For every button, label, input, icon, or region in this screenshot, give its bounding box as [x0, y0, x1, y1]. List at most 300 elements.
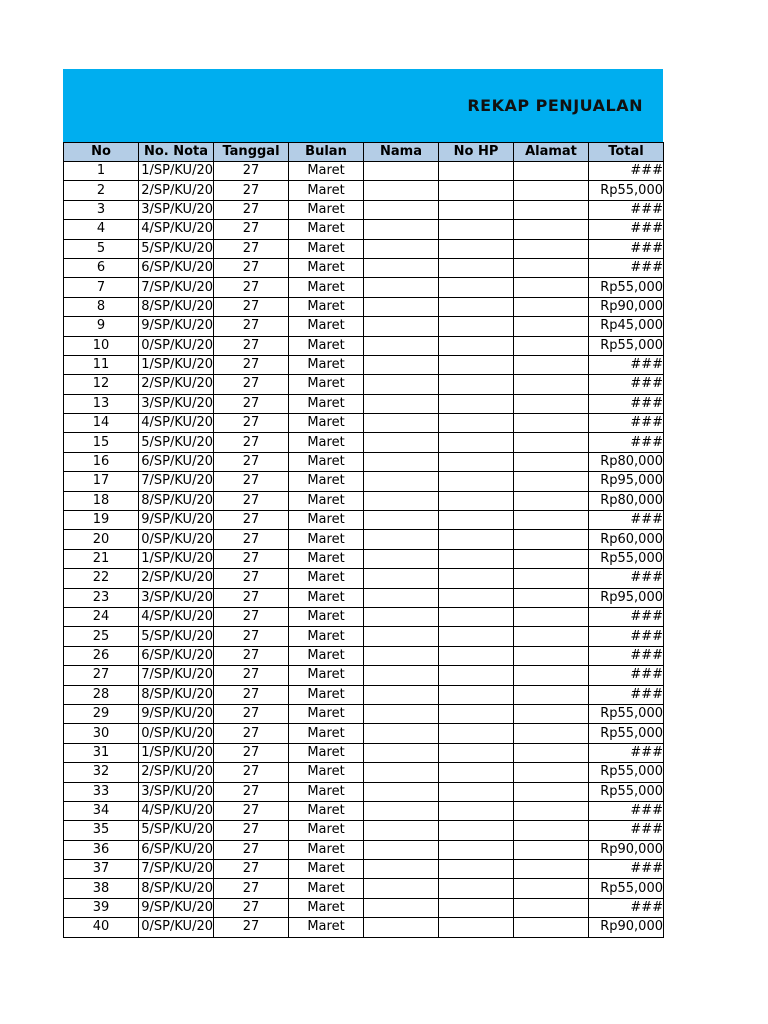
- cell-bulan[interactable]: Maret: [289, 530, 364, 549]
- cell-bulan[interactable]: Maret: [289, 724, 364, 743]
- cell-tanggal[interactable]: 27: [214, 394, 289, 413]
- cell-no[interactable]: 11: [64, 355, 139, 374]
- cell-alamat[interactable]: [514, 898, 589, 917]
- cell-no[interactable]: 40: [64, 918, 139, 937]
- cell-total[interactable]: ###: [589, 414, 664, 433]
- cell-total[interactable]: ###: [589, 220, 664, 239]
- cell-nota[interactable]: [139, 511, 214, 530]
- cell-bulan[interactable]: Maret: [289, 472, 364, 491]
- cell-nama[interactable]: [364, 685, 439, 704]
- cell-nota[interactable]: [139, 685, 214, 704]
- cell-alamat[interactable]: [514, 918, 589, 937]
- cell-total[interactable]: ###: [589, 258, 664, 277]
- cell-total[interactable]: ###: [589, 355, 664, 374]
- cell-nama[interactable]: [364, 607, 439, 626]
- cell-alamat[interactable]: [514, 220, 589, 239]
- cell-nota[interactable]: [139, 588, 214, 607]
- cell-nama[interactable]: [364, 297, 439, 316]
- cell-tanggal[interactable]: 27: [214, 181, 289, 200]
- cell-nama[interactable]: [364, 336, 439, 355]
- cell-no[interactable]: 37: [64, 860, 139, 879]
- cell-no[interactable]: 15: [64, 433, 139, 452]
- cell-total[interactable]: ###: [589, 646, 664, 665]
- cell-hp[interactable]: [439, 569, 514, 588]
- cell-no[interactable]: 7: [64, 278, 139, 297]
- cell-alamat[interactable]: [514, 181, 589, 200]
- cell-bulan[interactable]: Maret: [289, 782, 364, 801]
- cell-total[interactable]: Rp80,000: [589, 452, 664, 471]
- cell-tanggal[interactable]: 27: [214, 588, 289, 607]
- cell-bulan[interactable]: Maret: [289, 355, 364, 374]
- cell-nama[interactable]: [364, 472, 439, 491]
- cell-bulan[interactable]: Maret: [289, 840, 364, 859]
- cell-no[interactable]: 31: [64, 743, 139, 762]
- cell-alamat[interactable]: [514, 821, 589, 840]
- cell-tanggal[interactable]: 27: [214, 646, 289, 665]
- cell-nama[interactable]: [364, 530, 439, 549]
- cell-no[interactable]: 21: [64, 549, 139, 568]
- cell-hp[interactable]: [439, 763, 514, 782]
- cell-alamat[interactable]: [514, 491, 589, 510]
- cell-total[interactable]: ###: [589, 162, 664, 181]
- cell-total[interactable]: ###: [589, 375, 664, 394]
- cell-total[interactable]: ###: [589, 569, 664, 588]
- cell-nota[interactable]: [139, 433, 214, 452]
- cell-total[interactable]: ###: [589, 511, 664, 530]
- cell-hp[interactable]: [439, 879, 514, 898]
- cell-hp[interactable]: [439, 607, 514, 626]
- cell-alamat[interactable]: [514, 258, 589, 277]
- cell-hp[interactable]: [439, 840, 514, 859]
- cell-tanggal[interactable]: 27: [214, 685, 289, 704]
- cell-alamat[interactable]: [514, 782, 589, 801]
- cell-alamat[interactable]: [514, 549, 589, 568]
- cell-nota[interactable]: [139, 860, 214, 879]
- cell-no[interactable]: 1: [64, 162, 139, 181]
- cell-hp[interactable]: [439, 181, 514, 200]
- column-header-alamat[interactable]: Alamat: [514, 143, 589, 162]
- cell-hp[interactable]: [439, 782, 514, 801]
- cell-alamat[interactable]: [514, 317, 589, 336]
- cell-no[interactable]: 26: [64, 646, 139, 665]
- cell-nota[interactable]: [139, 162, 214, 181]
- column-header-nota[interactable]: No. Nota: [139, 143, 214, 162]
- cell-nota[interactable]: [139, 414, 214, 433]
- cell-tanggal[interactable]: 27: [214, 491, 289, 510]
- cell-hp[interactable]: [439, 200, 514, 219]
- cell-no[interactable]: 17: [64, 472, 139, 491]
- cell-hp[interactable]: [439, 860, 514, 879]
- cell-nama[interactable]: [364, 860, 439, 879]
- cell-nama[interactable]: [364, 821, 439, 840]
- cell-nota[interactable]: [139, 200, 214, 219]
- cell-tanggal[interactable]: 27: [214, 569, 289, 588]
- cell-bulan[interactable]: Maret: [289, 317, 364, 336]
- cell-nama[interactable]: [364, 239, 439, 258]
- cell-total[interactable]: Rp55,000: [589, 278, 664, 297]
- column-header-tanggal[interactable]: Tanggal: [214, 143, 289, 162]
- cell-bulan[interactable]: Maret: [289, 336, 364, 355]
- cell-tanggal[interactable]: 27: [214, 239, 289, 258]
- cell-alamat[interactable]: [514, 627, 589, 646]
- cell-total[interactable]: ###: [589, 898, 664, 917]
- cell-total[interactable]: Rp55,000: [589, 181, 664, 200]
- cell-nota[interactable]: [139, 821, 214, 840]
- cell-nota[interactable]: [139, 782, 214, 801]
- cell-alamat[interactable]: [514, 530, 589, 549]
- cell-total[interactable]: ###: [589, 627, 664, 646]
- cell-bulan[interactable]: Maret: [289, 860, 364, 879]
- cell-alamat[interactable]: [514, 375, 589, 394]
- cell-no[interactable]: 35: [64, 821, 139, 840]
- cell-bulan[interactable]: Maret: [289, 627, 364, 646]
- cell-nota[interactable]: [139, 394, 214, 413]
- cell-tanggal[interactable]: 27: [214, 898, 289, 917]
- cell-hp[interactable]: [439, 627, 514, 646]
- cell-alamat[interactable]: [514, 452, 589, 471]
- cell-nota[interactable]: [139, 724, 214, 743]
- cell-total[interactable]: Rp60,000: [589, 530, 664, 549]
- cell-alamat[interactable]: [514, 355, 589, 374]
- cell-hp[interactable]: [439, 918, 514, 937]
- cell-bulan[interactable]: Maret: [289, 607, 364, 626]
- column-header-nama[interactable]: Nama: [364, 143, 439, 162]
- cell-nota[interactable]: [139, 258, 214, 277]
- cell-hp[interactable]: [439, 162, 514, 181]
- cell-nama[interactable]: [364, 724, 439, 743]
- cell-nama[interactable]: [364, 452, 439, 471]
- cell-bulan[interactable]: Maret: [289, 549, 364, 568]
- cell-nota[interactable]: [139, 569, 214, 588]
- cell-hp[interactable]: [439, 491, 514, 510]
- cell-bulan[interactable]: Maret: [289, 588, 364, 607]
- cell-tanggal[interactable]: 27: [214, 511, 289, 530]
- cell-bulan[interactable]: Maret: [289, 200, 364, 219]
- cell-hp[interactable]: [439, 452, 514, 471]
- cell-alamat[interactable]: [514, 685, 589, 704]
- cell-no[interactable]: 4: [64, 220, 139, 239]
- cell-nama[interactable]: [364, 162, 439, 181]
- cell-nama[interactable]: [364, 511, 439, 530]
- cell-hp[interactable]: [439, 898, 514, 917]
- cell-bulan[interactable]: Maret: [289, 181, 364, 200]
- cell-nota[interactable]: [139, 627, 214, 646]
- cell-alamat[interactable]: [514, 472, 589, 491]
- cell-alamat[interactable]: [514, 239, 589, 258]
- cell-hp[interactable]: [439, 258, 514, 277]
- cell-nama[interactable]: [364, 491, 439, 510]
- cell-bulan[interactable]: Maret: [289, 239, 364, 258]
- cell-hp[interactable]: [439, 821, 514, 840]
- cell-hp[interactable]: [439, 278, 514, 297]
- cell-alamat[interactable]: [514, 588, 589, 607]
- cell-hp[interactable]: [439, 375, 514, 394]
- cell-nama[interactable]: [364, 355, 439, 374]
- cell-nota[interactable]: [139, 239, 214, 258]
- cell-nota[interactable]: [139, 491, 214, 510]
- cell-alamat[interactable]: [514, 394, 589, 413]
- cell-hp[interactable]: [439, 394, 514, 413]
- cell-tanggal[interactable]: 27: [214, 666, 289, 685]
- cell-alamat[interactable]: [514, 879, 589, 898]
- cell-alamat[interactable]: [514, 763, 589, 782]
- cell-no[interactable]: 39: [64, 898, 139, 917]
- cell-hp[interactable]: [439, 355, 514, 374]
- cell-bulan[interactable]: Maret: [289, 898, 364, 917]
- cell-alamat[interactable]: [514, 278, 589, 297]
- cell-total[interactable]: Rp55,000: [589, 336, 664, 355]
- cell-nama[interactable]: [364, 375, 439, 394]
- cell-alamat[interactable]: [514, 297, 589, 316]
- cell-total[interactable]: Rp90,000: [589, 918, 664, 937]
- cell-nota[interactable]: [139, 549, 214, 568]
- cell-alamat[interactable]: [514, 704, 589, 723]
- cell-no[interactable]: 6: [64, 258, 139, 277]
- cell-tanggal[interactable]: 27: [214, 472, 289, 491]
- cell-no[interactable]: 3: [64, 200, 139, 219]
- cell-tanggal[interactable]: 27: [214, 355, 289, 374]
- cell-total[interactable]: ###: [589, 860, 664, 879]
- column-header-bulan[interactable]: Bulan: [289, 143, 364, 162]
- column-header-no[interactable]: No: [64, 143, 139, 162]
- cell-hp[interactable]: [439, 433, 514, 452]
- cell-nota[interactable]: [139, 763, 214, 782]
- cell-alamat[interactable]: [514, 200, 589, 219]
- cell-total[interactable]: ###: [589, 394, 664, 413]
- cell-hp[interactable]: [439, 239, 514, 258]
- cell-total[interactable]: Rp90,000: [589, 297, 664, 316]
- cell-hp[interactable]: [439, 801, 514, 820]
- cell-no[interactable]: 13: [64, 394, 139, 413]
- cell-tanggal[interactable]: 27: [214, 627, 289, 646]
- cell-hp[interactable]: [439, 317, 514, 336]
- cell-tanggal[interactable]: 27: [214, 782, 289, 801]
- cell-bulan[interactable]: Maret: [289, 162, 364, 181]
- cell-tanggal[interactable]: 27: [214, 607, 289, 626]
- cell-total[interactable]: Rp55,000: [589, 724, 664, 743]
- cell-total[interactable]: Rp55,000: [589, 879, 664, 898]
- cell-tanggal[interactable]: 27: [214, 860, 289, 879]
- cell-alamat[interactable]: [514, 860, 589, 879]
- cell-no[interactable]: 38: [64, 879, 139, 898]
- cell-hp[interactable]: [439, 549, 514, 568]
- cell-bulan[interactable]: Maret: [289, 685, 364, 704]
- cell-bulan[interactable]: Maret: [289, 375, 364, 394]
- cell-nota[interactable]: [139, 743, 214, 762]
- cell-tanggal[interactable]: 27: [214, 414, 289, 433]
- cell-nama[interactable]: [364, 258, 439, 277]
- cell-hp[interactable]: [439, 530, 514, 549]
- cell-total[interactable]: Rp55,000: [589, 763, 664, 782]
- cell-total[interactable]: Rp95,000: [589, 472, 664, 491]
- cell-total[interactable]: ###: [589, 433, 664, 452]
- cell-no[interactable]: 28: [64, 685, 139, 704]
- cell-bulan[interactable]: Maret: [289, 879, 364, 898]
- cell-hp[interactable]: [439, 336, 514, 355]
- cell-nama[interactable]: [364, 646, 439, 665]
- cell-hp[interactable]: [439, 414, 514, 433]
- cell-nama[interactable]: [364, 801, 439, 820]
- cell-tanggal[interactable]: 27: [214, 724, 289, 743]
- cell-tanggal[interactable]: 27: [214, 220, 289, 239]
- cell-nama[interactable]: [364, 879, 439, 898]
- cell-no[interactable]: 20: [64, 530, 139, 549]
- cell-total[interactable]: Rp55,000: [589, 704, 664, 723]
- cell-total[interactable]: Rp90,000: [589, 840, 664, 859]
- cell-nama[interactable]: [364, 704, 439, 723]
- cell-no[interactable]: 19: [64, 511, 139, 530]
- cell-bulan[interactable]: Maret: [289, 452, 364, 471]
- cell-nama[interactable]: [364, 569, 439, 588]
- cell-no[interactable]: 16: [64, 452, 139, 471]
- cell-tanggal[interactable]: 27: [214, 801, 289, 820]
- cell-bulan[interactable]: Maret: [289, 821, 364, 840]
- cell-total[interactable]: Rp95,000: [589, 588, 664, 607]
- cell-bulan[interactable]: Maret: [289, 743, 364, 762]
- cell-nota[interactable]: [139, 801, 214, 820]
- cell-total[interactable]: ###: [589, 239, 664, 258]
- cell-bulan[interactable]: Maret: [289, 278, 364, 297]
- cell-tanggal[interactable]: 27: [214, 200, 289, 219]
- cell-total[interactable]: ###: [589, 801, 664, 820]
- cell-tanggal[interactable]: 27: [214, 840, 289, 859]
- cell-no[interactable]: 32: [64, 763, 139, 782]
- cell-nama[interactable]: [364, 588, 439, 607]
- cell-alamat[interactable]: [514, 569, 589, 588]
- cell-no[interactable]: 33: [64, 782, 139, 801]
- cell-no[interactable]: 22: [64, 569, 139, 588]
- cell-nama[interactable]: [364, 394, 439, 413]
- cell-tanggal[interactable]: 27: [214, 258, 289, 277]
- cell-tanggal[interactable]: 27: [214, 317, 289, 336]
- cell-nota[interactable]: [139, 607, 214, 626]
- cell-bulan[interactable]: Maret: [289, 569, 364, 588]
- cell-no[interactable]: 12: [64, 375, 139, 394]
- cell-alamat[interactable]: [514, 414, 589, 433]
- cell-no[interactable]: 8: [64, 297, 139, 316]
- cell-nota[interactable]: [139, 181, 214, 200]
- cell-bulan[interactable]: Maret: [289, 763, 364, 782]
- cell-bulan[interactable]: Maret: [289, 704, 364, 723]
- cell-alamat[interactable]: [514, 724, 589, 743]
- cell-nama[interactable]: [364, 743, 439, 762]
- cell-alamat[interactable]: [514, 336, 589, 355]
- cell-tanggal[interactable]: 27: [214, 433, 289, 452]
- cell-tanggal[interactable]: 27: [214, 763, 289, 782]
- cell-tanggal[interactable]: 27: [214, 375, 289, 394]
- cell-hp[interactable]: [439, 220, 514, 239]
- cell-nota[interactable]: [139, 898, 214, 917]
- cell-nama[interactable]: [364, 220, 439, 239]
- cell-alamat[interactable]: [514, 646, 589, 665]
- cell-total[interactable]: ###: [589, 743, 664, 762]
- cell-bulan[interactable]: Maret: [289, 297, 364, 316]
- cell-no[interactable]: 25: [64, 627, 139, 646]
- cell-nota[interactable]: [139, 704, 214, 723]
- cell-alamat[interactable]: [514, 801, 589, 820]
- cell-nota[interactable]: [139, 278, 214, 297]
- cell-bulan[interactable]: Maret: [289, 511, 364, 530]
- cell-nama[interactable]: [364, 782, 439, 801]
- cell-tanggal[interactable]: 27: [214, 918, 289, 937]
- cell-nama[interactable]: [364, 840, 439, 859]
- cell-total[interactable]: Rp80,000: [589, 491, 664, 510]
- cell-hp[interactable]: [439, 704, 514, 723]
- cell-total[interactable]: ###: [589, 666, 664, 685]
- cell-nota[interactable]: [139, 666, 214, 685]
- cell-total[interactable]: Rp55,000: [589, 782, 664, 801]
- cell-tanggal[interactable]: 27: [214, 278, 289, 297]
- cell-nama[interactable]: [364, 278, 439, 297]
- cell-tanggal[interactable]: 27: [214, 704, 289, 723]
- cell-hp[interactable]: [439, 743, 514, 762]
- cell-bulan[interactable]: Maret: [289, 394, 364, 413]
- cell-no[interactable]: 2: [64, 181, 139, 200]
- cell-no[interactable]: 18: [64, 491, 139, 510]
- cell-nama[interactable]: [364, 200, 439, 219]
- cell-bulan[interactable]: Maret: [289, 491, 364, 510]
- cell-nota[interactable]: [139, 220, 214, 239]
- cell-nota[interactable]: [139, 317, 214, 336]
- cell-hp[interactable]: [439, 588, 514, 607]
- cell-tanggal[interactable]: 27: [214, 549, 289, 568]
- cell-nama[interactable]: [364, 181, 439, 200]
- cell-tanggal[interactable]: 27: [214, 821, 289, 840]
- cell-tanggal[interactable]: 27: [214, 743, 289, 762]
- cell-hp[interactable]: [439, 685, 514, 704]
- cell-alamat[interactable]: [514, 433, 589, 452]
- cell-hp[interactable]: [439, 472, 514, 491]
- cell-no[interactable]: 5: [64, 239, 139, 258]
- cell-bulan[interactable]: Maret: [289, 918, 364, 937]
- cell-nota[interactable]: [139, 375, 214, 394]
- cell-no[interactable]: 9: [64, 317, 139, 336]
- cell-alamat[interactable]: [514, 511, 589, 530]
- cell-nama[interactable]: [364, 549, 439, 568]
- cell-total[interactable]: Rp45,000: [589, 317, 664, 336]
- cell-bulan[interactable]: Maret: [289, 433, 364, 452]
- cell-nota[interactable]: [139, 336, 214, 355]
- column-header-hp[interactable]: No HP: [439, 143, 514, 162]
- cell-nota[interactable]: [139, 452, 214, 471]
- cell-total[interactable]: ###: [589, 821, 664, 840]
- cell-no[interactable]: 30: [64, 724, 139, 743]
- cell-alamat[interactable]: [514, 162, 589, 181]
- cell-total[interactable]: Rp55,000: [589, 549, 664, 568]
- cell-nama[interactable]: [364, 763, 439, 782]
- cell-total[interactable]: ###: [589, 685, 664, 704]
- cell-nota[interactable]: [139, 297, 214, 316]
- cell-nota[interactable]: [139, 918, 214, 937]
- cell-hp[interactable]: [439, 297, 514, 316]
- cell-nama[interactable]: [364, 918, 439, 937]
- cell-tanggal[interactable]: 27: [214, 336, 289, 355]
- cell-hp[interactable]: [439, 724, 514, 743]
- cell-alamat[interactable]: [514, 840, 589, 859]
- cell-no[interactable]: 34: [64, 801, 139, 820]
- cell-total[interactable]: ###: [589, 607, 664, 626]
- cell-no[interactable]: 36: [64, 840, 139, 859]
- cell-alamat[interactable]: [514, 743, 589, 762]
- cell-nota[interactable]: [139, 840, 214, 859]
- column-header-total[interactable]: Total: [589, 143, 664, 162]
- cell-tanggal[interactable]: 27: [214, 879, 289, 898]
- cell-hp[interactable]: [439, 646, 514, 665]
- cell-nama[interactable]: [364, 898, 439, 917]
- cell-bulan[interactable]: Maret: [289, 414, 364, 433]
- cell-hp[interactable]: [439, 511, 514, 530]
- cell-tanggal[interactable]: 27: [214, 452, 289, 471]
